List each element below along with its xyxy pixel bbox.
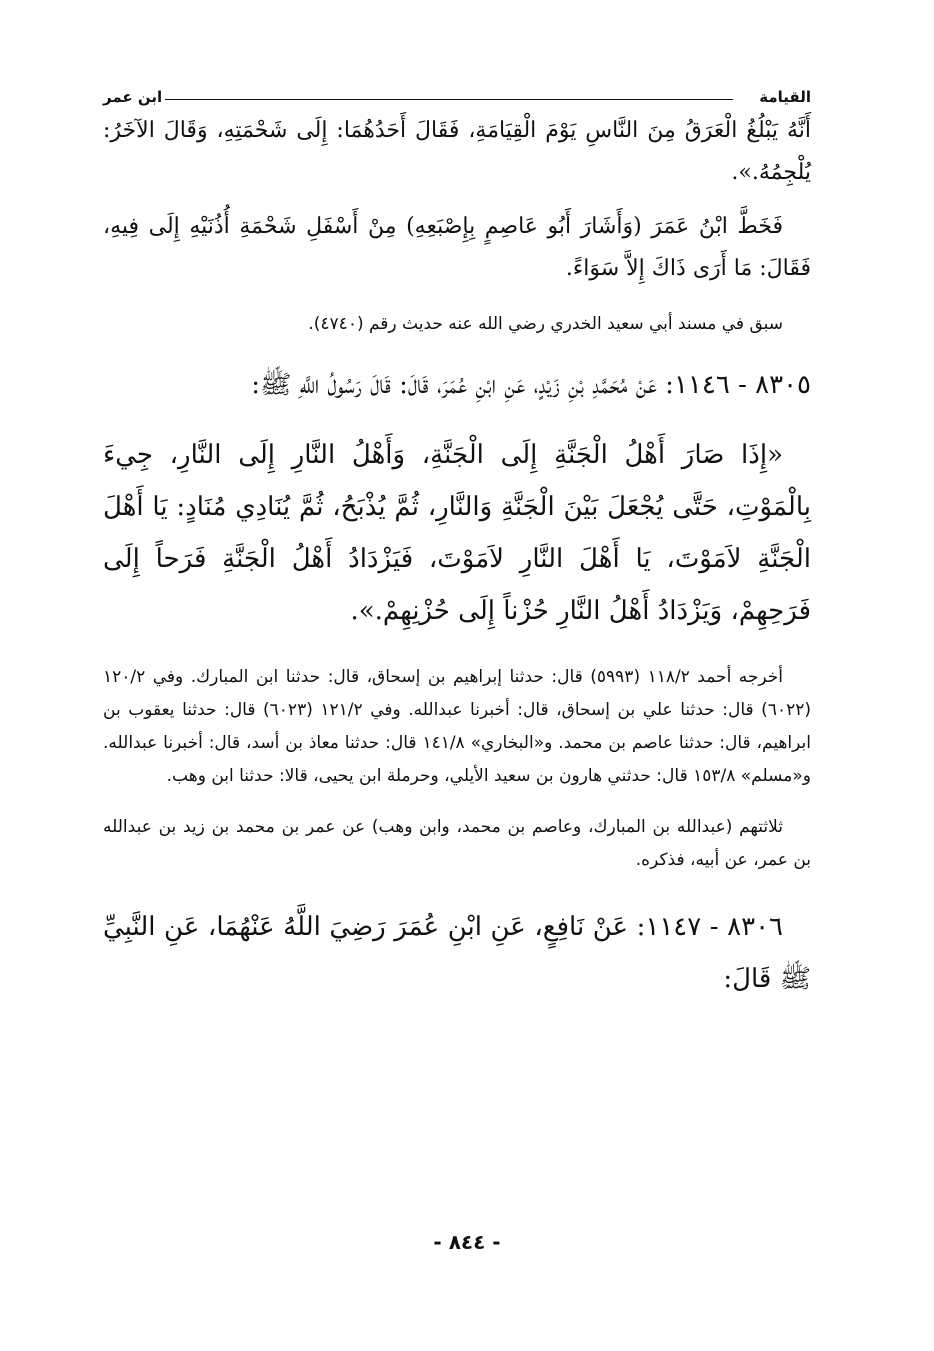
hadith-continuation: أَنَّهُ يَبْلُغُ الْعَرَقُ مِنَ النَّاسِ يَوْمَ الْقِيَامَةِ، فَقَالَ أَحَدُهُمَا: إِلَى شَحْمَتِهِ، وَقَالَ الآخَرُ: يُلْجِمُهُ.». [103, 118, 811, 185]
cross-reference-note: سبق في مسند أبي سعيد الخدري رضي الله عنه حديث رقم (٤٧٤٠). [308, 314, 783, 334]
page-body [103, 86, 811, 1005]
hadith-narrator-gesture: فَخَطَّ ابْنُ عَمَرَ (وَأَشَارَ أَبُو عَاصِمٍ بِإِصْبَعِهِ) مِنْ أَسْفَلِ شَحْمَةِ أُذُنَيْهِ إِلَى فِيهِ، فَقَالَ: مَا أَرَى ذَاكَ إِلاَّ سَوَاءً. [103, 214, 811, 281]
running-head [103, 86, 811, 110]
running-head-rule [165, 99, 733, 100]
takhrij-note: أخرجه أحمد ١١٨/٢ (٥٩٩٣) قال: حدثنا إبراهيم بن إسحاق، قال: حدثنا ابن المبارك. وفي ١٢٠/٢ (٦٠٢٢) قال: حدثنا علي بن إسحاق، قال: أخبرنا عبدالله. وفي ١٢١/٢ (٦٠٢٣) قال: حدثنا يعقوب بن ابراهيم، قال: حدثنا عاصم بن محمد. و«البخاري» ١٤١/٨ قال: حدثنا معاذ بن أسد، قال: أخبرنا عبدالله. و«مسلم» ١٥٣/٨ قال: حدثني هارون بن سعيد الأيلي، وحرملة ابن يحيى، قالا: حدثنا ابن وهب. [103, 667, 811, 786]
running-head-narrator: ابن عمر [103, 88, 163, 106]
isnad-summary-note: ثلاثتهم (عبدالله بن المبارك، وعاصم بن محمد، وابن وهب) عن عمر بن محمد بن زيد بن عبدالله بن عمر، عن أبيه، فذكره. [103, 817, 811, 870]
hadith-8305-text: «إِذَا صَارَ أَهْلُ الْجَنَّةِ إِلَى الْجَنَّةِ، وَأَهْلُ النَّارِ إِلَى النَّارِ، جِيءَ بِالْمَوْتِ، حَتَّى يُجْعَلَ بَيْنَ الْجَنَّةِ وَالنَّارِ، ثُمَّ يُذْبَحُ، ثُمَّ يُنَادِي مُنَادٍ: يَا أَهْلَ الْجَنَّةِ لاَمَوْتَ، يَا أَهْلَ النَّارِ لاَمَوْتَ، فَيَزْدَادُ أَهْلُ الْجَنَّةِ فَرَحاً إِلَى فَرَحِهِمْ، وَيَزْدَادُ أَهْلُ النَّارِ حُزْناً إِلَى حُزْنِهِمْ.». [103, 440, 811, 626]
running-head-chapter: القيامة [759, 88, 811, 106]
hadith-8306-heading: ٨٣٠٦ - ١١٤٧: عَنْ نَافِعٍ، عَنِ ابْنِ عُمَرَ رَضِيَ اللَّهُ عَنْهُمَا، عَنِ النَّبِيِّ ﷺ قَالَ: [103, 912, 811, 994]
page-number: - ٨٤٤ - [433, 1230, 501, 1254]
hadith-8305-heading: ٨٣٠٥ - ١١٤٦: عَنْ مُحَمَّدِ بْنِ زَيْدٍ، عَنِ ابْنِ عُمَرَ، قَالَ: قَالَ رَسُولُ اللَّهِ ﷺ: [251, 370, 811, 400]
